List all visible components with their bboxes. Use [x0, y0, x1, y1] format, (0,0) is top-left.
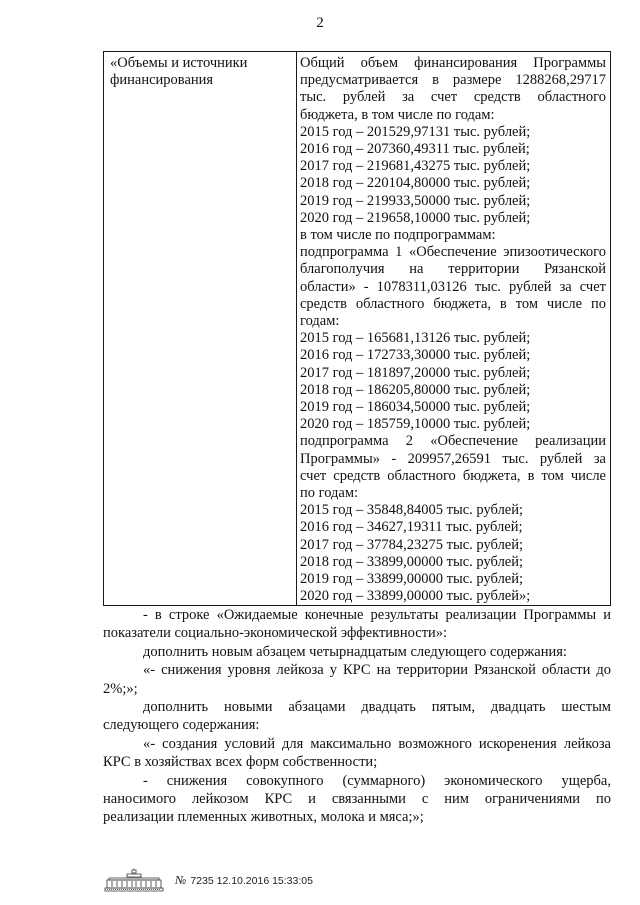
paragraph-line: - в строке «Ожидаемые конечные результаты реализации Программы и	[143, 607, 611, 623]
table-line: 2018 год – 220104,80000 тыс. рублей;	[300, 175, 531, 192]
table-line: счет средств областного бюджета, в том числе	[300, 467, 606, 484]
table-line: по годам:	[300, 485, 359, 502]
table-left-cell	[110, 55, 294, 89]
paragraph-line: дополнить новым абзацем четырнадцатым следующего содержания:	[143, 643, 567, 660]
document-body	[103, 606, 611, 827]
government-building-icon	[103, 868, 165, 892]
table-line: 2019 год – 186034,50000 тыс. рублей;	[300, 399, 531, 416]
paragraph-line: дополнить новыми абзацами двадцать пятым, двадцать шестым	[143, 699, 611, 716]
table-line: 2015 год – 35848,84005 тыс. рублей;	[300, 502, 524, 519]
table-line: 2016 год – 207360,49311 тыс. рублей;	[300, 141, 530, 158]
table-line: 2017 год – 181897,20000 тыс. рублей;	[300, 364, 531, 381]
table-line: предусматривается в размере 1288268,29717	[300, 72, 606, 89]
table-line: 2018 год – 33899,00000 тыс. рублей;	[300, 553, 524, 570]
table-line: 2018 год – 186205,80000 тыс. рублей;	[300, 381, 531, 398]
table-line: 2017 год – 37784,23275 тыс. рублей;	[300, 536, 524, 553]
paragraph-line: «- снижения уровня лейкоза у КРС на территории Рязанской области до	[143, 662, 611, 679]
table-line: 2019 год – 219933,50000 тыс. рублей;	[300, 192, 531, 209]
table-line: 2015 год – 165681,13126 тыс. рублей;	[300, 330, 531, 347]
table-line: области» - 1078311,03126 тыс. рублей за счет	[300, 278, 606, 295]
table-line: 2020 год – 33899,00000 тыс. рублей»;	[300, 588, 531, 605]
table-line: подпрограмма 1 «Обеспечение эпизоотического	[300, 244, 606, 261]
registration-stamp	[103, 868, 363, 892]
table-line: 2020 год – 219658,10000 тыс. рублей;	[300, 209, 531, 226]
table-line: 2019 год – 33899,00000 тыс. рублей;	[300, 571, 524, 588]
table-line: тыс. рублей за счет средств областного	[300, 89, 606, 106]
table-line: благополучия на территории Рязанской	[300, 261, 606, 278]
table-line: средств областного бюджета, в том числе по	[300, 295, 606, 312]
registration-number-text	[175, 873, 313, 888]
table-line: 2016 год – 34627,19311 тыс. рублей;	[300, 519, 523, 536]
number-sign: №	[175, 873, 187, 887]
paragraph-line: КРС в хозяйствах всех форм собственности;	[103, 754, 378, 771]
table-line: 2015 год – 201529,97131 тыс. рублей;	[300, 123, 531, 140]
table-line: подпрограмма 2 «Обеспечение реализации	[300, 433, 606, 450]
paragraph-line: «- создания условий для максимально возможного искоренения лейкоза	[143, 735, 611, 752]
table-line: в том числе по подпрограммам:	[300, 227, 496, 244]
table-column-divider	[296, 52, 297, 605]
paragraph-line: 2%;»;	[103, 680, 138, 697]
financing-label-line-1: «Объемы и источники	[110, 55, 248, 71]
financing-label-line-2: финансирования	[110, 72, 214, 89]
table-line: Общий объем финансирования Программы	[300, 55, 606, 71]
paragraph-line: показатели социально-экономической эффективности»:	[103, 625, 448, 642]
financing-table	[103, 51, 611, 606]
table-right-cell	[300, 55, 606, 606]
table-line: бюджета, в том числе по годам:	[300, 106, 495, 123]
table-line: Программы» - 209957,26591 тыс. рублей за	[300, 450, 606, 467]
paragraph-line: - снижения совокупного (суммарного) экономического ущерба,	[143, 772, 611, 789]
paragraph-line: наносимого лейкозом КРС и связанными с ним ограничениями по	[103, 791, 611, 808]
table-line: 2017 год – 219681,43275 тыс. рублей;	[300, 158, 531, 175]
paragraph-line: реализации племенных животных, молока и мяса;»;	[103, 809, 424, 826]
paragraph-line: следующего содержания:	[103, 717, 260, 734]
table-line: 2016 год – 172733,30000 тыс. рублей;	[300, 347, 531, 364]
table-line: годам:	[300, 313, 340, 330]
page-number: 2	[316, 15, 324, 31]
table-line: 2020 год – 185759,10000 тыс. рублей;	[300, 416, 531, 433]
registration-info: 7235 12.10.2016 15:33:05	[190, 875, 313, 887]
